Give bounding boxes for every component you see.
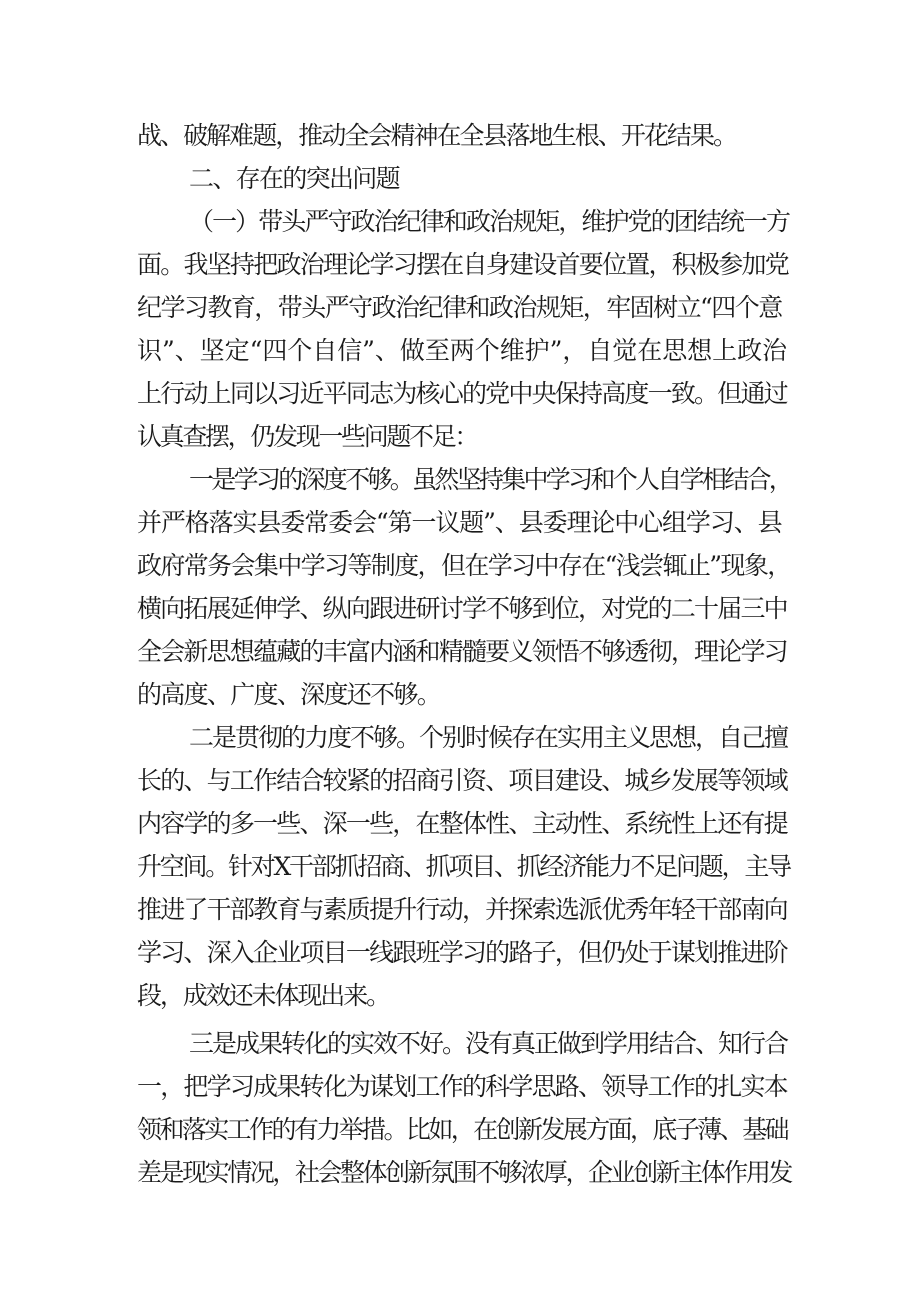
text-line: 长的、与工作结合较紧的招商引资、项目建设、城乡发展等领域 (137, 766, 787, 795)
text-line: 全会新思想蕴藏的丰富内涵和精髓要义领悟不够透彻，理论学习 (137, 637, 787, 666)
text-line: 的高度、广度、深度还不够。 (137, 680, 441, 709)
text-line: 识”、坚定“四个自信”、做至两个维护”，自觉在思想上政治 (137, 336, 788, 365)
paragraph-lead: 二是贯彻的力度不够。个别时候存在实用主义思想，自己擅 (189, 723, 788, 752)
text-line: 纪学习教育，带头严守政治纪律和政治规矩，牢固树立“四个意 (137, 293, 782, 322)
text-line: 推进了干部教育与素质提升行动，并探索选派优秀年轻干部南向 (137, 895, 787, 924)
text-line: 升空间。针对X干部抓招商、抓项目、抓经济能力不足问题，主导 (137, 852, 790, 881)
text-line: 面。我坚持把政治理论学习摆在自身建设首要位置，积极参加党 (137, 250, 789, 279)
text-line: 段，成效还未体现出来。 (137, 981, 390, 1010)
text-line: 上行动上同以习近平同志为核心的党中央保持高度一致。但通过 (137, 379, 787, 408)
paragraph-lead: 三是成果转化的实效不好。没有真正做到学用结合、知行合 (189, 1029, 788, 1058)
text-line: 认真查摆，仍发现一些问题不足： (137, 422, 478, 451)
section-heading: 二、存在的突出问题 (189, 164, 399, 193)
text-line: 内容学的多一些、深一些，在整体性、主动性、系统性上还有提 (137, 809, 787, 838)
text-line: 横向拓展延伸学、纵向跟进研讨学不够到位，对党的二十届三中 (137, 594, 787, 623)
text-line: 战、破解难题，推动全会精神在全县落地生根、开花结果。 (137, 121, 737, 150)
paragraph-lead: 一是学习的深度不够。虽然坚持集中学习和个人自学相结合， (189, 465, 792, 494)
text-line: 领和落实工作的有力举措。比如，在创新发展方面，底子薄、基础 (137, 1115, 787, 1144)
text-line: 政府常务会集中学习等制度，但在学习中存在“浅尝辄止”现象， (137, 551, 791, 580)
text-line: 一，把学习成果转化为谋划工作的科学思路、领导工作的扎实本 (137, 1072, 787, 1101)
text-line: 并严格落实县委常委会“第一议题”、县委理论中心组学习、县 (137, 508, 782, 537)
text-line: 学习、深入企业项目一线跟班学习的路子，但仍处于谋划推进阶 (137, 938, 787, 967)
text-line: 差是现实情况，社会整体创新氛围不够浓厚，企业创新主体作用发 (137, 1158, 791, 1187)
subsection-heading: （一）带头严守政治纪律和政治规矩，维护党的团结统一方 (189, 207, 790, 236)
